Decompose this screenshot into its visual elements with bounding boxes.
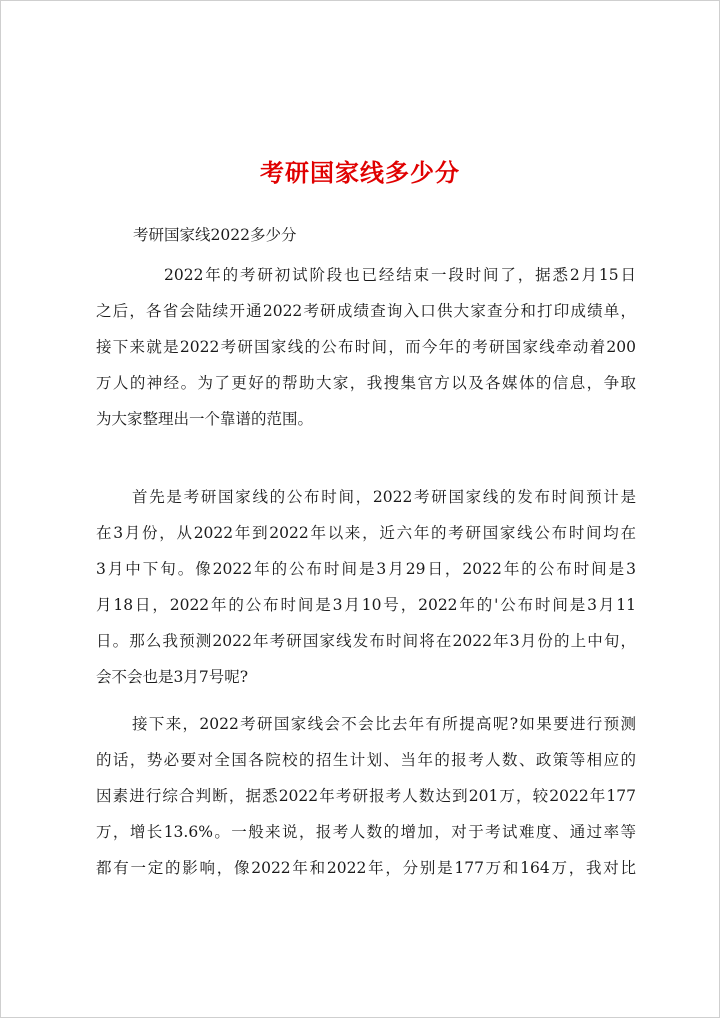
paragraph-line: 之后，各省会陆续开通2022考研成绩查询入口供大家查分和打印成绩单， [96,302,636,320]
paragraph-line: 的话，势必要对全国各院校的招生计划、当年的报考人数、政策等相应的 [96,751,636,769]
paragraph-line: 月18日，2022年的公布时间是3月10号，2022年的'公布时间是3月11 [96,596,636,614]
paragraph-line: 因素进行综合判断，据悉2022年考研报考人数达到201万，较2022年177 [96,787,636,805]
paragraph-line: 在3月份，从2022年到2022年以来，近六年的考研国家线公布时间均在 [96,524,636,542]
paragraph-line: 都有一定的影响，像2022年和2022年，分别是177万和164万，我对比 [96,859,636,877]
page-title: 考研国家线多少分 [260,158,460,187]
paragraph-line: 万人的神经。为了更好的帮助大家，我搜集官方以及各媒体的信息，争取 [96,374,636,392]
paragraph-line: 日。那么我预测2022年考研国家线发布时间将在2022年3月份的上中旬， [96,632,636,650]
paragraph-line: 2022年的考研初试阶段也已经结束一段时间了，据悉2月15日 [164,266,636,284]
document-subtitle: 考研国家线2022多少分 [133,226,297,244]
paragraph-line: 接下来，2022考研国家线会不会比去年有所提高呢?如果要进行预测 [132,715,636,733]
paragraph-line: 为大家整理出一个靠谱的范围。 [96,410,314,428]
paragraph-score-prediction [96,706,636,886]
paragraph-line: 接下来就是2022考研国家线的公布时间，而今年的考研国家线牵动着200 [96,338,636,356]
paragraph-line: 万，增长13.6%。一般来说，报考人数的增加，对于考试难度、通过率等 [96,823,636,841]
paragraph-publish-intro [96,257,636,437]
paragraph-publish-time [96,479,636,695]
paragraph-line: 会不会也是3月7号呢? [96,668,249,686]
paragraph-line: 首先是考研国家线的公布时间，2022考研国家线的发布时间预计是 [132,488,636,506]
paragraph-line: 3月中下旬。像2022年的公布时间是3月29日，2022年的公布时间是3 [96,560,636,578]
